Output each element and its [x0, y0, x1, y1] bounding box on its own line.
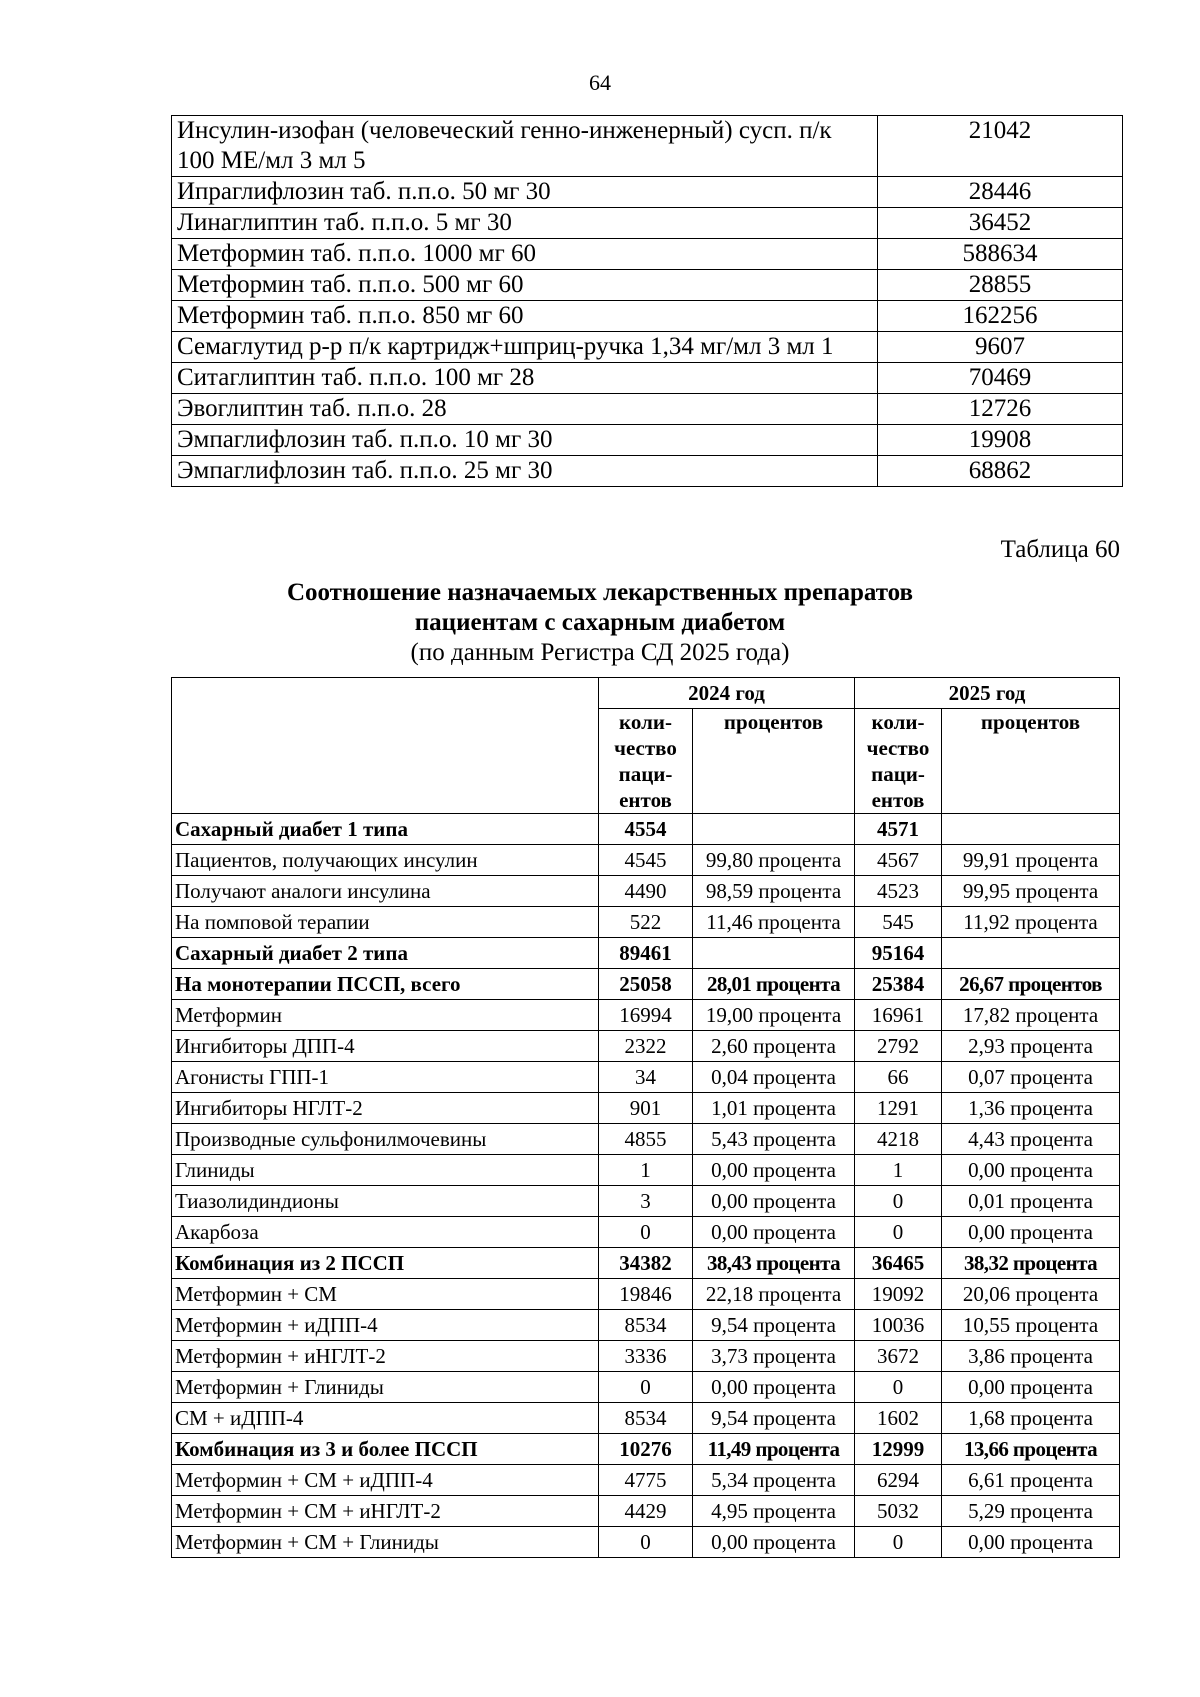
empty-header-cell	[172, 678, 599, 814]
drug-name-cell: Линаглиптин таб. п.п.о. 5 мг 30	[172, 208, 878, 239]
row-label-cell: Метформин + иНГЛТ-2	[172, 1341, 599, 1372]
count-2024-cell: 4855	[599, 1124, 693, 1155]
percent-2025-cell: 38,32 процента	[942, 1248, 1120, 1279]
table-row	[172, 969, 1120, 1000]
percent-2025-cell: 20,06 процента	[942, 1279, 1120, 1310]
count-2025-cell: 10036	[855, 1310, 942, 1341]
count-2024-cell: 4554	[599, 814, 693, 845]
count-2024-cell: 0	[599, 1527, 693, 1558]
drug-name-cell: Метформин таб. п.п.о. 1000 мг 60	[172, 239, 878, 270]
table-row	[172, 301, 1123, 332]
percent-2024-cell: 5,34 процента	[693, 1465, 855, 1496]
percent-2025-cell: 4,43 процента	[942, 1124, 1120, 1155]
table-row	[172, 1496, 1120, 1527]
table-row	[172, 1465, 1120, 1496]
row-label-cell: Получают аналоги инсулина	[172, 876, 599, 907]
drug-name-cell: Эмпаглифлозин таб. п.п.о. 10 мг 30	[172, 425, 878, 456]
table-row	[172, 363, 1123, 394]
percent-2024-cell: 38,43 процента	[693, 1248, 855, 1279]
row-label-cell: Пациентов, получающих инсулин	[172, 845, 599, 876]
count-2025-cell: 2792	[855, 1031, 942, 1062]
count-2024-cell: 2322	[599, 1031, 693, 1062]
count-2025-cell: 25384	[855, 969, 942, 1000]
row-label-cell: Сахарный диабет 1 типа	[172, 814, 599, 845]
drug-name-cell: Инсулин-изофан (человеческий генно-инженерный) сусп. п/к 100 МЕ/мл 3 мл 5	[172, 116, 878, 177]
table-title	[0, 578, 1200, 668]
table-row	[172, 116, 1123, 177]
table-row	[172, 1310, 1120, 1341]
drug-quantity-cell: 21042	[878, 116, 1123, 177]
count-2025-cell: 5032	[855, 1496, 942, 1527]
row-label-cell: Комбинация из 3 и более ПССП	[172, 1434, 599, 1465]
count-2025-cell: 19092	[855, 1279, 942, 1310]
table-title-line-1: Соотношение назначаемых лекарственных препаратов	[286, 579, 914, 606]
percent-2024-cell: 1,01 процента	[693, 1093, 855, 1124]
row-label-cell: Комбинация из 2 ПССП	[172, 1248, 599, 1279]
row-label-cell: Метформин	[172, 1000, 599, 1031]
count-2025-cell: 4571	[855, 814, 942, 845]
row-label-cell: Тиазолидиндионы	[172, 1186, 599, 1217]
drug-name-cell: Эвоглиптин таб. п.п.о. 28	[172, 394, 878, 425]
count-2025-cell: 6294	[855, 1465, 942, 1496]
count-2024-cell: 3336	[599, 1341, 693, 1372]
table-row	[172, 1217, 1120, 1248]
table-row	[172, 1403, 1120, 1434]
row-label-cell: Метформин + СМ + иНГЛТ-2	[172, 1496, 599, 1527]
percent-2024-cell: 22,18 процента	[693, 1279, 855, 1310]
drug-quantity-cell: 70469	[878, 363, 1123, 394]
count-2024-cell: 34	[599, 1062, 693, 1093]
percent-2024-cell: 28,01 процента	[693, 969, 855, 1000]
count-2024-cell: 10276	[599, 1434, 693, 1465]
table-caption: Таблица 60	[1000, 536, 1120, 563]
row-label-cell: Метформин + Глиниды	[172, 1372, 599, 1403]
drug-name-cell: Ипраглифлозин таб. п.п.о. 50 мг 30	[172, 177, 878, 208]
percent-header-2024: процентов	[693, 709, 855, 814]
percent-2024-cell: 0,04 процента	[693, 1062, 855, 1093]
table-row	[172, 1434, 1120, 1465]
row-label-cell: Глиниды	[172, 1155, 599, 1186]
drug-name-cell: Метформин таб. п.п.о. 850 мг 60	[172, 301, 878, 332]
count-2024-cell: 8534	[599, 1403, 693, 1434]
percent-2024-cell: 0,00 процента	[693, 1217, 855, 1248]
percent-2024-cell: 11,46 процента	[693, 907, 855, 938]
drug-quantity-cell: 28855	[878, 270, 1123, 301]
table-row	[172, 814, 1120, 845]
table-row	[172, 1000, 1120, 1031]
count-2024-cell: 1	[599, 1155, 693, 1186]
drug-name-cell: Эмпаглифлозин таб. п.п.о. 25 мг 30	[172, 456, 878, 487]
percent-2025-cell: 1,36 процента	[942, 1093, 1120, 1124]
percent-2025-cell: 5,29 процента	[942, 1496, 1120, 1527]
row-label-cell: Ингибиторы ДПП-4	[172, 1031, 599, 1062]
percent-2025-cell: 1,68 процента	[942, 1403, 1120, 1434]
table-subtitle: (по данным Регистра СД 2025 года)	[410, 639, 790, 666]
percent-2024-cell: 98,59 процента	[693, 876, 855, 907]
page-number: 64	[589, 70, 611, 95]
percent-2025-cell: 6,61 процента	[942, 1465, 1120, 1496]
count-2025-cell: 16961	[855, 1000, 942, 1031]
table-row	[172, 1279, 1120, 1310]
count-2025-cell: 1291	[855, 1093, 942, 1124]
drug-name-cell: Ситаглиптин таб. п.п.о. 100 мг 28	[172, 363, 878, 394]
count-2024-cell: 25058	[599, 969, 693, 1000]
drug-quantity-cell: 28446	[878, 177, 1123, 208]
row-label-cell: На помповой терапии	[172, 907, 599, 938]
percent-2025-cell: 0,07 процента	[942, 1062, 1120, 1093]
table-row	[172, 1062, 1120, 1093]
table-row	[172, 876, 1120, 907]
row-label-cell: Метформин + иДПП-4	[172, 1310, 599, 1341]
row-label-cell: Метформин + СМ + Глиниды	[172, 1527, 599, 1558]
drug-quantity-cell: 36452	[878, 208, 1123, 239]
percent-2025-cell	[942, 938, 1120, 969]
percent-2025-cell: 0,00 процента	[942, 1372, 1120, 1403]
percent-2024-cell: 9,54 процента	[693, 1403, 855, 1434]
count-2025-cell: 95164	[855, 938, 942, 969]
count-2024-cell: 0	[599, 1372, 693, 1403]
percent-2024-cell: 9,54 процента	[693, 1310, 855, 1341]
drug-quantity-cell: 12726	[878, 394, 1123, 425]
percent-2024-cell: 0,00 процента	[693, 1527, 855, 1558]
percent-2025-cell	[942, 814, 1120, 845]
count-2025-cell: 0	[855, 1186, 942, 1217]
table-row	[172, 456, 1123, 487]
percent-2025-cell: 3,86 процента	[942, 1341, 1120, 1372]
drug-quantity-cell: 19908	[878, 425, 1123, 456]
row-label-cell: На монотерапии ПССП, всего	[172, 969, 599, 1000]
count-header-2024: коли- чество паци- ентов	[599, 709, 693, 814]
diabetes-drug-ratio-table	[171, 677, 1120, 1558]
count-2025-cell: 0	[855, 1217, 942, 1248]
drug-name-cell: Метформин таб. п.п.о. 500 мг 60	[172, 270, 878, 301]
table-row	[172, 1031, 1120, 1062]
percent-2024-cell: 0,00 процента	[693, 1155, 855, 1186]
table-row	[172, 239, 1123, 270]
percent-2024-cell: 0,00 процента	[693, 1186, 855, 1217]
drug-quantity-cell: 588634	[878, 239, 1123, 270]
year-header-row	[172, 678, 1120, 709]
ratio-table-body	[172, 814, 1120, 1558]
count-2024-cell: 16994	[599, 1000, 693, 1031]
drug-quantity-cell: 162256	[878, 301, 1123, 332]
count-2025-cell: 1	[855, 1155, 942, 1186]
count-2024-cell: 19846	[599, 1279, 693, 1310]
row-label-cell: Агонисты ГПП-1	[172, 1062, 599, 1093]
row-label-cell: Ингибиторы НГЛТ-2	[172, 1093, 599, 1124]
count-2024-cell: 3	[599, 1186, 693, 1217]
percent-2025-cell: 0,00 процента	[942, 1217, 1120, 1248]
count-2024-cell: 901	[599, 1093, 693, 1124]
year-2025-header: 2025 год	[855, 678, 1120, 709]
percent-2025-cell: 11,92 процента	[942, 907, 1120, 938]
count-2024-cell: 4775	[599, 1465, 693, 1496]
percent-2025-cell: 99,95 процента	[942, 876, 1120, 907]
count-2024-cell: 0	[599, 1217, 693, 1248]
percent-2024-cell: 3,73 процента	[693, 1341, 855, 1372]
drug-name-cell: Семаглутид р-р п/к картридж+шприц-ручка 1,34 мг/мл 3 мл 1	[172, 332, 878, 363]
drug-quantity-cell: 9607	[878, 332, 1123, 363]
percent-2025-cell: 2,93 процента	[942, 1031, 1120, 1062]
count-2025-cell: 0	[855, 1527, 942, 1558]
percent-2024-cell: 2,60 процента	[693, 1031, 855, 1062]
table-row	[172, 425, 1123, 456]
drug-quantity-cell: 68862	[878, 456, 1123, 487]
percent-2025-cell: 10,55 процента	[942, 1310, 1120, 1341]
table-row	[172, 208, 1123, 239]
table-row	[172, 1155, 1120, 1186]
count-2024-cell: 34382	[599, 1248, 693, 1279]
row-label-cell: Производные сульфонилмочевины	[172, 1124, 599, 1155]
count-2025-cell: 3672	[855, 1341, 942, 1372]
table-row	[172, 907, 1120, 938]
percent-2024-cell: 99,80 процента	[693, 845, 855, 876]
percent-2024-cell: 0,00 процента	[693, 1372, 855, 1403]
count-header-2025: коли- чество паци- ентов	[855, 709, 942, 814]
ratio-table-header	[172, 678, 1120, 814]
count-2025-cell: 4218	[855, 1124, 942, 1155]
count-2025-cell: 0	[855, 1372, 942, 1403]
row-label-cell: Метформин + СМ + иДПП-4	[172, 1465, 599, 1496]
table-row	[172, 1248, 1120, 1279]
percent-2025-cell: 0,00 процента	[942, 1527, 1120, 1558]
table-row	[172, 1341, 1120, 1372]
table-row	[172, 1372, 1120, 1403]
count-2024-cell: 522	[599, 907, 693, 938]
percent-2024-cell: 4,95 процента	[693, 1496, 855, 1527]
percent-2024-cell: 5,43 процента	[693, 1124, 855, 1155]
table-row	[172, 1527, 1120, 1558]
table-row	[172, 845, 1120, 876]
count-2024-cell: 4490	[599, 876, 693, 907]
count-2025-cell: 12999	[855, 1434, 942, 1465]
count-2024-cell: 89461	[599, 938, 693, 969]
count-2025-cell: 545	[855, 907, 942, 938]
table-row	[172, 938, 1120, 969]
count-2025-cell: 4567	[855, 845, 942, 876]
count-2025-cell: 4523	[855, 876, 942, 907]
percent-2025-cell: 26,67 процентов	[942, 969, 1120, 1000]
percent-header-2025: процентов	[942, 709, 1120, 814]
table-row	[172, 394, 1123, 425]
count-2024-cell: 8534	[599, 1310, 693, 1341]
table-row	[172, 1186, 1120, 1217]
percent-2025-cell: 99,91 процента	[942, 845, 1120, 876]
table-row	[172, 1093, 1120, 1124]
percent-2025-cell: 0,01 процента	[942, 1186, 1120, 1217]
percent-2024-cell	[693, 938, 855, 969]
count-2025-cell: 1602	[855, 1403, 942, 1434]
table-row	[172, 177, 1123, 208]
count-2024-cell: 4429	[599, 1496, 693, 1527]
count-2025-cell: 36465	[855, 1248, 942, 1279]
percent-2025-cell: 0,00 процента	[942, 1155, 1120, 1186]
row-label-cell: Метформин + СМ	[172, 1279, 599, 1310]
drug-quantity-table-body	[172, 116, 1123, 487]
drug-quantity-table	[171, 115, 1123, 487]
row-label-cell: Сахарный диабет 2 типа	[172, 938, 599, 969]
year-2024-header: 2024 год	[599, 678, 855, 709]
table-row	[172, 270, 1123, 301]
table-title-line-2: пациентам с сахарным диабетом	[414, 609, 786, 636]
percent-2024-cell: 11,49 процента	[693, 1434, 855, 1465]
percent-2024-cell	[693, 814, 855, 845]
table-row	[172, 332, 1123, 363]
count-2025-cell: 66	[855, 1062, 942, 1093]
row-label-cell: СМ + иДПП-4	[172, 1403, 599, 1434]
count-2024-cell: 4545	[599, 845, 693, 876]
percent-2025-cell: 17,82 процента	[942, 1000, 1120, 1031]
percent-2024-cell: 19,00 процента	[693, 1000, 855, 1031]
percent-2025-cell: 13,66 процента	[942, 1434, 1120, 1465]
row-label-cell: Акарбоза	[172, 1217, 599, 1248]
table-row	[172, 1124, 1120, 1155]
